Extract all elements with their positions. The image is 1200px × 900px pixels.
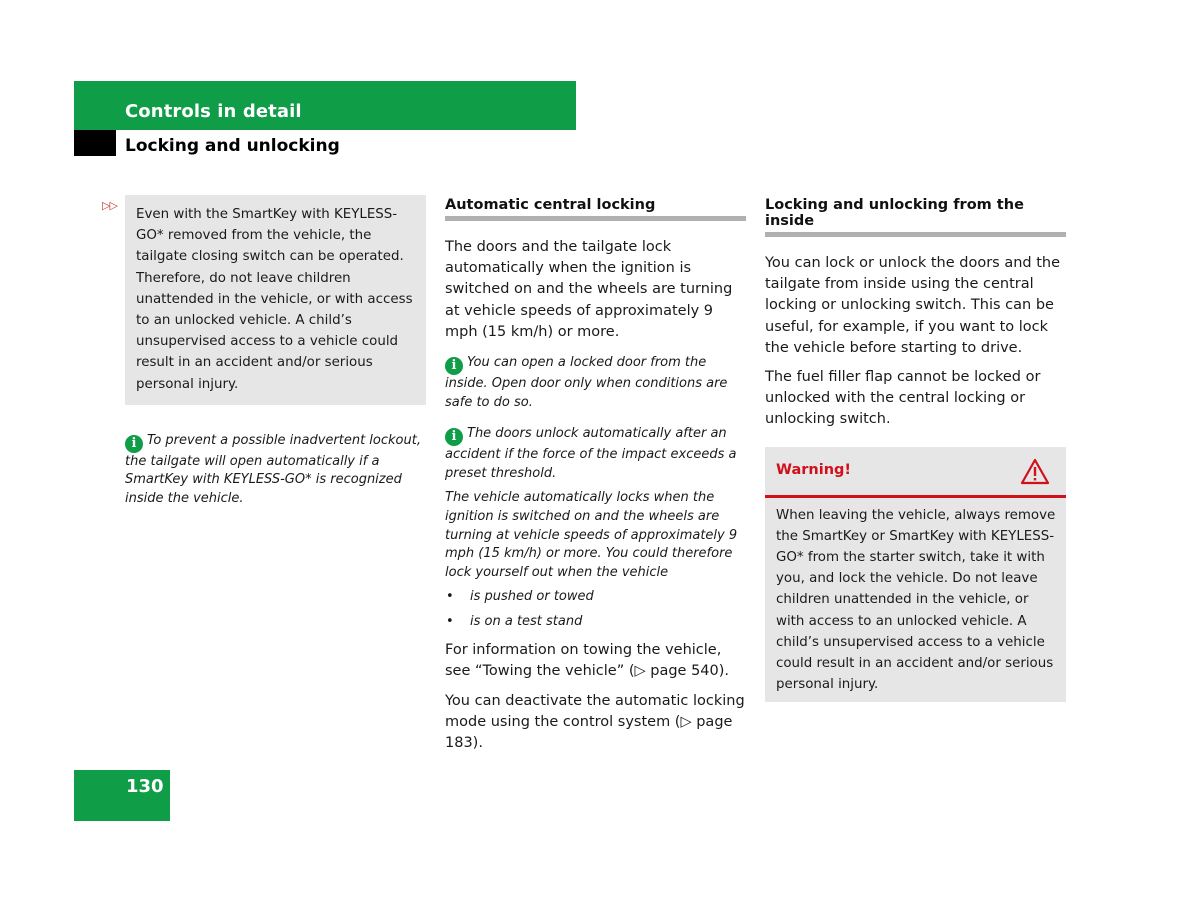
warning-header [765, 447, 1066, 498]
list-item: • is on a test stand [445, 613, 746, 632]
caution-box [125, 195, 426, 405]
note-lockout [125, 432, 426, 509]
paragraph-deactivate-reference: You can deactivate the automatic locking mode using the control system (▷ page 183). [445, 692, 745, 752]
list-item: • is pushed or towed [445, 588, 746, 607]
paragraph-towing-reference: For information on towing the vehicle, see “Towing the vehicle” (▷ page 540). [445, 641, 730, 679]
section-header-band [74, 81, 576, 130]
warning-triangle-icon [1020, 458, 1050, 485]
note-open-door-text: You can open a locked door from the inside. Open door only when conditions are safe to do so. [445, 355, 728, 410]
continued-marker: ▷▷ [102, 199, 117, 212]
paragraph-fuel-flap: The fuel filler flap cannot be locked or unlocked with the central locking or unlocking switch. [765, 369, 1041, 428]
info-icon: i [125, 435, 143, 453]
note-lockout-text: To prevent a possible inadvertent lockout, the tailgate will open automatically if a SmartKey with KEYLESS-GO* is recognized inside the vehicle. [125, 432, 421, 507]
note-open-door [445, 354, 746, 412]
section-title: Controls in detail [125, 101, 302, 122]
page-number: 130 [126, 776, 164, 797]
caution-text: Even with the SmartKey with KEYLESS-GO* removed from the vehicle, the tailgate closing switch can be operated. Therefore, do not leave children unattended in the vehicle, or with access to an unlocked vehicle. A child’s unsupervised access to a vehicle could result in an accident and/or serious personal injury. [136, 207, 413, 392]
note-accident-unlock [445, 425, 746, 483]
note-lock-yourself-out: The vehicle automatically locks when the ignition is switched on and the wheels are turning at vehicle speeds of approximately 9 mph (15 km/h) or more. You could therefore lock yourself out when the vehicle [445, 490, 738, 580]
column-right [765, 195, 1066, 702]
subsection-title: Locking and unlocking [125, 136, 340, 156]
column-middle [445, 195, 746, 755]
warning-box [765, 447, 1066, 703]
subsection-marker [74, 130, 116, 156]
note-accident-unlock-text: The doors unlock automatically after an accident if the force of the impact exceeds a preset threshold. [445, 426, 737, 481]
heading-locking-from-inside: Locking and unlocking from the inside [765, 195, 1066, 237]
warning-text: When leaving the vehicle, always remove the SmartKey or SmartKey with KEYLESS-GO* from the starter switch, take it with you, and lock the vehicle. Do not leave children unattended in the vehicle, or with access to an unlocked vehicle. A child’s unsupervised access to a vehicle could result in an accident and/or serious personal injury. [776, 507, 1056, 693]
column-left [125, 195, 426, 509]
page-number-tab [74, 770, 170, 821]
info-icon: i [445, 428, 463, 446]
paragraph-central-switch: You can lock or unlock the doors and the tailgate from inside using the central locking or unlocking switch. This can be useful, for example, if you want to lock the vehicle before starting to drive. [765, 255, 1060, 356]
paragraph-auto-lock: The doors and the tailgate lock automatically when the ignition is switched on and the wheels are turning at vehicle speeds of approximately 9 mph (15 km/h) or more. [445, 239, 733, 340]
bullet-list [445, 588, 746, 631]
heading-automatic-central-locking: Automatic central locking [445, 195, 746, 221]
info-icon: i [445, 357, 463, 375]
warning-label: Warning! [776, 461, 852, 478]
